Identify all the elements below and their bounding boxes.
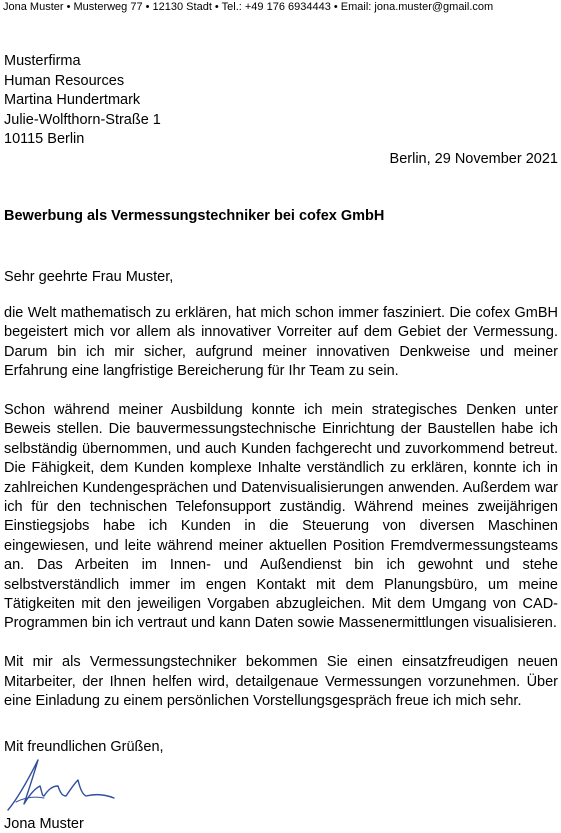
letter-date: Berlin, 29 November 2021 <box>389 151 558 167</box>
signer-name: Jona Muster <box>4 816 84 832</box>
signature-stroke <box>8 760 114 810</box>
body-paragraph: Mit mir als Vermessungstechniker bekommen Sie einen einsatzfreudigen neuen Mitarbeiter, der Ihnen helfen wird, detailgenaue Vermessungen vorzunehmen. Über eine Einladung zu einem persönlichen Vorstellungsgespräch freue ich mich sehr. <box>4 654 558 710</box>
signature-stroke <box>16 797 44 802</box>
letter-closing: Mit freundlichen Grüßen, <box>4 739 164 755</box>
letter-subject: Bewerbung als Vermessungstechniker bei cofex GmbH <box>4 208 385 224</box>
handwritten-signature <box>4 752 116 814</box>
letter-body <box>4 304 558 731</box>
recipient-company: Musterfirma <box>4 53 81 69</box>
recipient-department: Human Resources <box>4 72 125 89</box>
body-paragraph: Schon während meiner Ausbildung konnte ich mein strategisches Denken unter Beweis stellen. Die bauvermessungstechnische Einrichtung der Baustellen habe ich selbständig übernommen, und auch Kunden fachgerecht und zuvorkommend betreut. Die Fähigkeit, dem Kunden komplexe Inhalte verständlich zu erklären, konnte ich in zahlreichen Kundengesprächen und Datenvisualisierungen anwenden. Außerdem war ich für den technischen Telefonsupport zuständig. Während meines zweijährigen Einstiegsjobs habe ich Kunden in die Steuerung von diversen Maschinen eingewiesen, und leite während meiner aktuellen Position Fremdvermessungsteams an. Das Arbeiten im Innen- und Außendienst bin ich gewohnt und stehe selbstverständlich immer im engen Kontakt mit dem Planungsbüro, um meine Tätigkeiten mit den jeweiligen Vorgaben abzugleichen. Mit dem Umgang von CAD-Programmen bin ich vertraut und kann Daten sowie Massenermittlungen visualisieren. <box>4 402 558 632</box>
recipient-city: 10115 Berlin <box>4 131 85 147</box>
signature-graphic <box>4 752 116 814</box>
recipient-contact: Martina Hundertmark <box>4 92 141 108</box>
sender-contact-line: Jona Muster • Musterweg 77 • 12130 Stadt • Tel.: +49 176 6934443 • Email: jona.muster@gmail.com <box>3 1 494 13</box>
recipient-street: Julie-Wolfthorn-Straße 1 <box>4 111 161 128</box>
recipient-address-block <box>4 52 161 150</box>
letter-salutation: Sehr geehrte Frau Muster, <box>4 269 174 285</box>
body-paragraph: die Welt mathematisch zu erklären, hat mich schon immer fasziniert. Die cofex GmBH begeistert mich vor allem als innovativer Vorreiter auf dem Gebiet der Vermessung. Darum bin ich mir sicher, aufgrund meiner innovativen Denkweise und meiner Erfahrung eine langfristige Bereicherung für Ihr Team zu sein. <box>4 305 558 380</box>
